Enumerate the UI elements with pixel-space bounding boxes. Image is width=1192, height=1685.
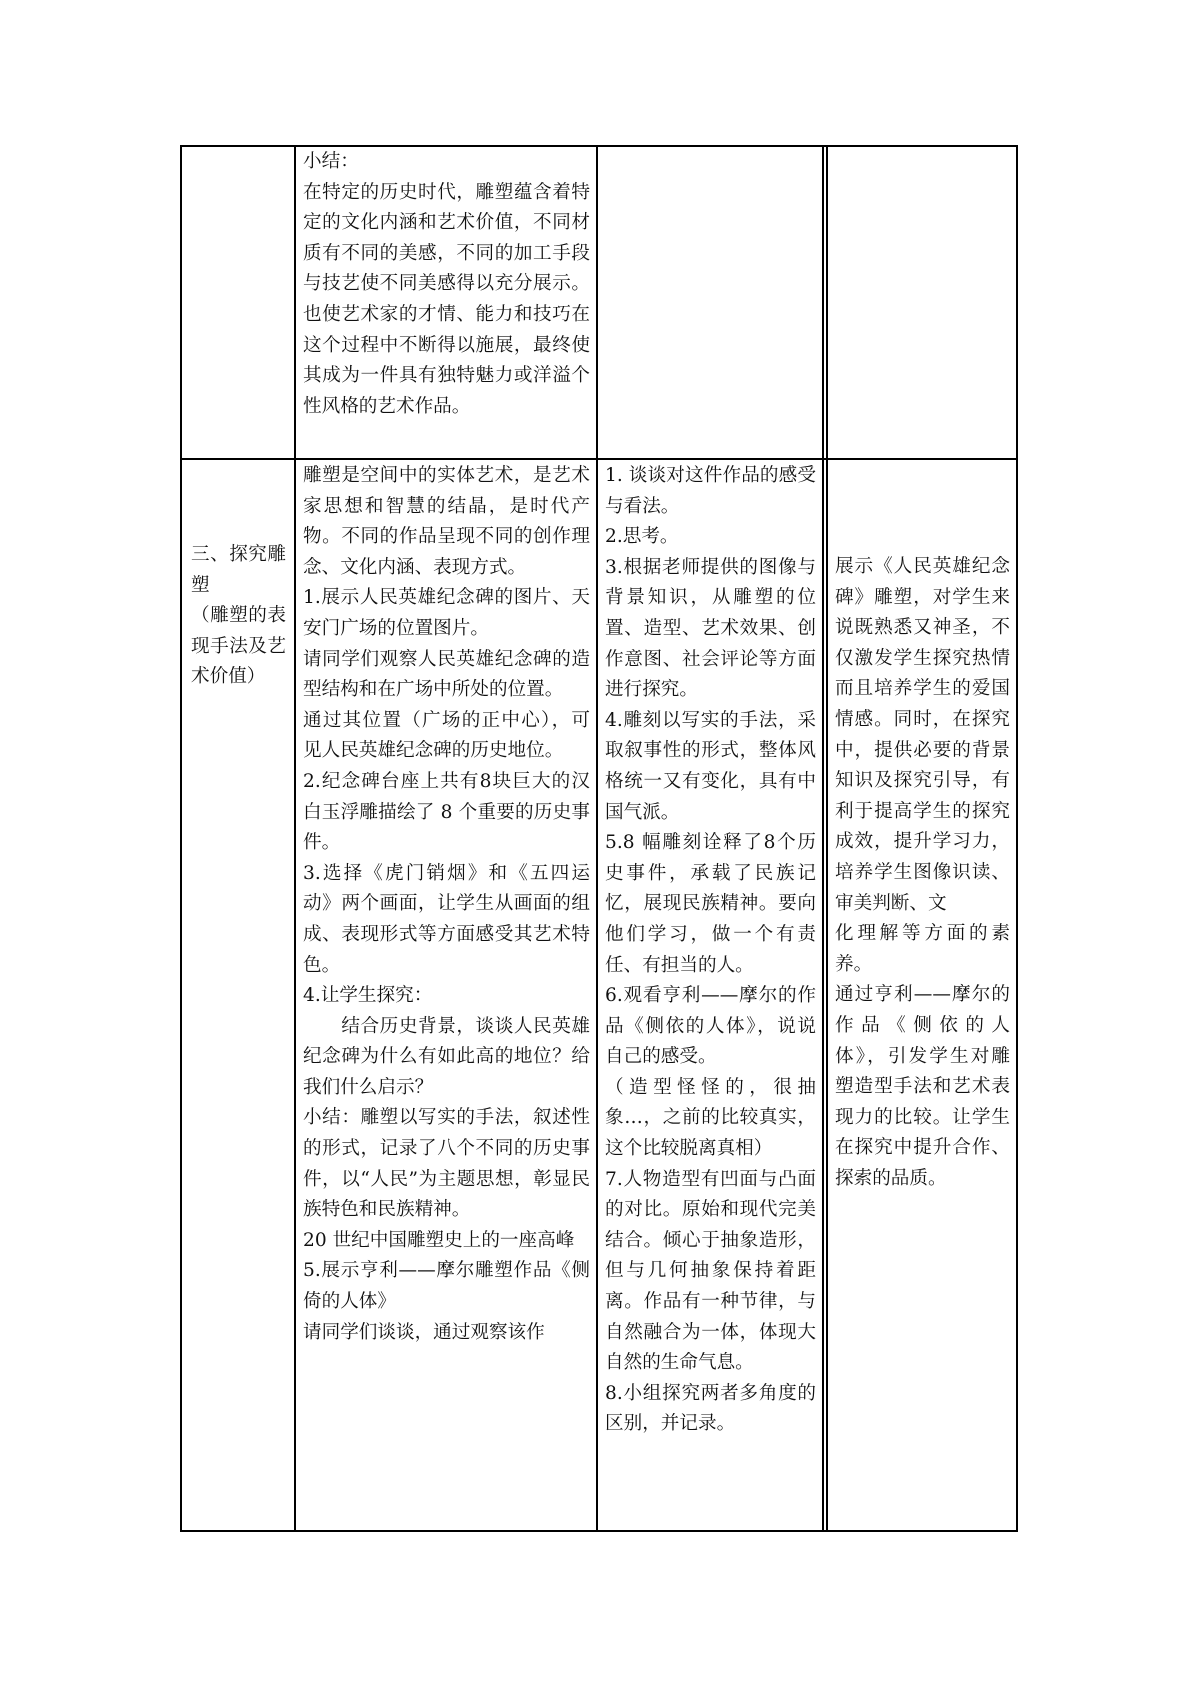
teacher-discuss: 请同学们谈谈，通过观察该作 (303, 1321, 545, 1343)
student-item-6: 6.观看亨利——摩尔的作品《侧依的人体》，说说自己的感受。 (605, 985, 816, 1068)
col-border-3 (822, 145, 824, 1532)
intent-para-2: 通过亨利——摩尔的作品《侧依的人体》，引发学生对雕塑造型手法和艺术表现力的比较。让学生在探究中提升合作、探索的品质。 (835, 984, 1010, 1189)
teacher-intro: 雕塑是空间中的实体艺术，是艺术家思想和智慧的结晶，是时代产物。不同的作品呈现不同的创作理念、文化内涵、表现方式。 (303, 465, 590, 578)
teacher-step-2: 2.纪念碑台座上共有8块巨大的汉白玉浮雕描绘了 8 个重要的历史事件。 (303, 770, 590, 854)
col-border-right (1016, 145, 1018, 1532)
student-item-5: 5.8 幅雕刻诠释了8个历史事件，承载了民族记忆，展现民族精神。要向他们学习，做一个有责任、有担当的人。 (605, 832, 816, 976)
teacher-step-5: 5.展示亨利——摩尔雕塑作品《侧倚的人体》 (303, 1260, 590, 1313)
row1-summary-heading: 小结： (303, 151, 359, 172)
teacher-peak: 20 世纪中国雕塑史上的一座高峰 (303, 1229, 575, 1251)
teacher-step-3: 3.选择《虎门销烟》和《五四运动》两个画面，让学生从画面的组成、表现形式等方面感受其艺术特色。 (303, 862, 590, 976)
row-border-bottom (180, 1530, 1018, 1532)
teacher-step-4: 4.让学生探究： (303, 985, 433, 1007)
student-item-3: 3.根据老师提供的图像与背景知识，从雕塑的位置、造型、艺术效果、创作意图、社会评论等方面进行探究。 (605, 556, 816, 701)
row2-teacher-cell (295, 459, 596, 1529)
intent-para-1: 展示《人民英雄纪念碑》雕塑，对学生来说既熟悉又神圣，不仅激发学生探究热情而且培养学生的爱国情感。同时，在探究中，提供必要的背景知识及探究引导，有利于提高学生的探究成效，提升学习力，培养学生图像识读、审美判断、文 (835, 556, 1010, 914)
student-item-6-note: （造型怪怪的，很抽象…，之前的比较真实，这个比较脱离真相） (605, 1076, 816, 1160)
stage-title: 三、探究雕塑 (191, 544, 286, 596)
lesson-plan-table (180, 145, 1018, 1532)
student-item-2: 2.思考。 (605, 526, 679, 548)
teacher-position: 通过其位置（广场的正中心），可见人民英雄纪念碑的历史地位。 (303, 709, 590, 762)
teacher-observe: 请同学们观察人民英雄纪念碑的造型结构和在广场中所处的位置。 (303, 648, 590, 701)
row2-intent-cell (827, 459, 1016, 1529)
teacher-summary: 小结：雕塑以写实的手法，叙述性的形式，记录了八个不同的历史事件，以“人民”为主题思想，彰显民族特色和民族精神。 (303, 1107, 590, 1221)
student-item-7: 7.人物造型有凹面与凸面的对比。原始和现代完美结合。倾心于抽象造形，但与几何抽象保持着距离。作品有一种节律，与自然融合为一体，体现大自然的生命气息。 (605, 1168, 816, 1374)
student-item-8: 8.小组探究两者多角度的区别，并记录。 (605, 1382, 816, 1435)
row2-stage-cell (181, 459, 294, 1529)
intent-para-1-cont: 化理解等方面的素养。 (835, 923, 1010, 975)
row1-summary-text: 在特定的历史时代，雕塑蕴含着特定的文化内涵和艺术价值，不同材质有不同的美感，不同的加工手段与技艺使不同美感得以充分展示。也使艺术家的才情、能力和技巧在这个过程中不断得以施展，最终使其成为一件具有独特魅力或洋溢个性风格的艺术作品。 (303, 181, 590, 417)
teacher-step-1: 1.展示人民英雄纪念碑的图片、天安门广场的位置图片。 (303, 587, 590, 639)
stage-subtitle: （雕塑的表现手法及艺术价值） (191, 605, 286, 688)
row1-process-cell (295, 145, 596, 458)
student-item-1: 1. 谈谈对这件作品的感受与看法。 (605, 465, 816, 517)
teacher-step-4-question: 结合历史背景，谈谈人民英雄纪念碑为什么有如此高的地位？给我们什么启示？ (303, 1015, 590, 1098)
row2-student-cell (597, 459, 822, 1529)
student-item-4: 4.雕刻以写实的手法，采取叙事性的形式，整体风格统一又有变化，具有中国气派。 (605, 709, 816, 823)
